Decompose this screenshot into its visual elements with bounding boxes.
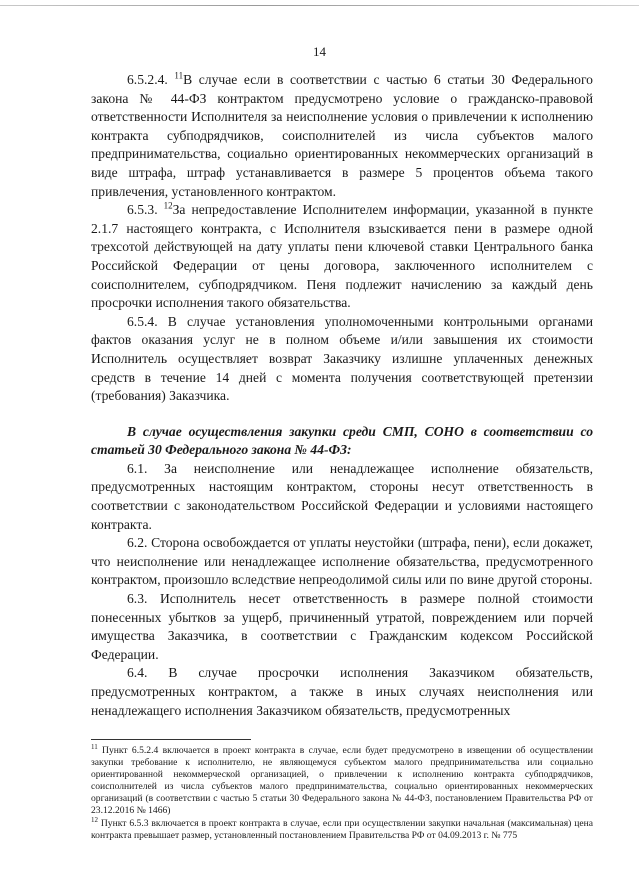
paragraph-6-5-3 xyxy=(91,201,593,313)
paragraph-text: Исполнитель несет ответственность в размере полной стоимости понесенных убытков за ущерб, причиненный утратой, повреждением или порчей имущества Заказчика, в соответствии с Гражданским кодексом Российской Федерации. xyxy=(91,591,593,662)
document-body xyxy=(91,71,593,720)
paragraph-6-3 xyxy=(91,590,593,664)
footnote-marker: 11 xyxy=(91,742,98,751)
paragraph-text: В случае если в соответствии с частью 6 статьи 30 Федерального закона № 44-ФЗ контрактом предусмотрено условие о гражданско-правовой ответственности Исполнителя за неисполнение условия о привлечении к исполнению контракта субподрядчиков, соисполнителей из числа субъектов малого предпринимательства, социально ориентированных некоммерческих организаций в виде штрафа, штраф устанавливается в размере 5 процентов объема такого привлечения, установленного контрактом. xyxy=(91,72,593,199)
paragraph-6-2 xyxy=(91,534,593,590)
paragraph-text: В случае просрочки исполнения Заказчиком обязательств, предусмотренных контрактом, а также в иных случаях неисполнения или ненадлежащего исполнения Заказчиком обязательств, предусмотренных xyxy=(91,665,593,718)
footnote-ref[interactable]: 11 xyxy=(174,70,184,81)
section-heading: В случае осуществления закупки среди СМП, СОНО в соответствии со статьей 30 Федерального закона № 44-ФЗ: xyxy=(91,423,593,458)
clause-number: 6.5.3. xyxy=(127,202,164,218)
page-number: 14 xyxy=(313,44,326,59)
clause-number: 6.1. xyxy=(127,460,165,476)
clause-number: 6.2. xyxy=(127,535,152,551)
clause-number: 6.4. xyxy=(127,665,169,681)
clause-number: 6.5.4. xyxy=(127,313,168,329)
paragraph-6-1 xyxy=(91,460,593,534)
paragraph-text: В случае установления уполномоченными контрольными органами фактов оказания услуг не в полном объеме и/или завышения их стоимости Исполнитель осуществляет возврат Заказчику излишне уплаченных денежных средств в течение 14 дней с момента получения соответствующей претензии (требования) Заказчика. xyxy=(91,313,594,404)
footnote-text: Пункт 6.5.2.4 включается в проект контракта в случае, если будет предусмотрено в извещении об осуществлении закупки требование к исполнителю, не являющемуся субъектом малого предпринимательства или социально ориентированной некоммерческой организацией, о привлечении к исполнению контракта субподрядчиков, соисполнителей из числа субъектов малого предпринимательства, социально ориентированных некоммерческих организаций (в соответствии с частью 5 статьи 30 Федерального закона № 44-ФЗ, постановлением Правительства РФ от 23.12.2016 № 1466) xyxy=(91,745,593,817)
footnote-ref[interactable]: 12 xyxy=(163,200,173,211)
footnote-11 xyxy=(91,742,593,818)
footnote-12 xyxy=(91,815,593,842)
paragraph-text: За неисполнение или ненадлежащее исполнение обязательств, предусмотренных настоящим контрактом, стороны несут ответственность в соответствии с законодательством Российской Федерации и условиями настоящего контракта. xyxy=(91,460,594,532)
paragraph-6-4 xyxy=(91,664,593,720)
footnote-text: Пункт 6.5.3 включается в проект контракта в случае, если при осуществлении закупки начальная (максимальная) цена контракта превышает размер, установленный постановлением Правительства РФ от 04.09.2013 г. № 775 xyxy=(91,817,593,841)
scan-edge-line xyxy=(0,5,639,6)
paragraph-text: За непредоставление Исполнителем информации, указанной в пункте 2.1.7 настоящего контракта, с Исполнителя взыскивается пени в размере одной трехсотой действующей на дату уплаты пени ключевой ставки Центрального банка Российской Федерации от цены договора, заключенного исполнителем с соисполнителем, субподрядчиком. Пеня подлежит начислению за каждый день просрочки исполнения такого обязательства. xyxy=(91,202,594,311)
paragraph-text: Сторона освобождается от уплаты неустойки (штрафа, пени), если докажет, что неисполнение или ненадлежащее исполнение обязательства, предусмотренного контрактом, произошло вследствие непреодолимой силы или по вине другой стороны. xyxy=(91,535,593,588)
clause-number: 6.5.2.4. xyxy=(127,72,175,87)
footnote-marker: 12 xyxy=(91,815,98,824)
paragraph-6-5-2-4 xyxy=(91,71,593,201)
footnotes xyxy=(91,742,593,842)
clause-number: 6.3. xyxy=(127,591,160,607)
paragraph-6-5-4 xyxy=(91,313,593,406)
footnote-separator xyxy=(91,739,251,740)
